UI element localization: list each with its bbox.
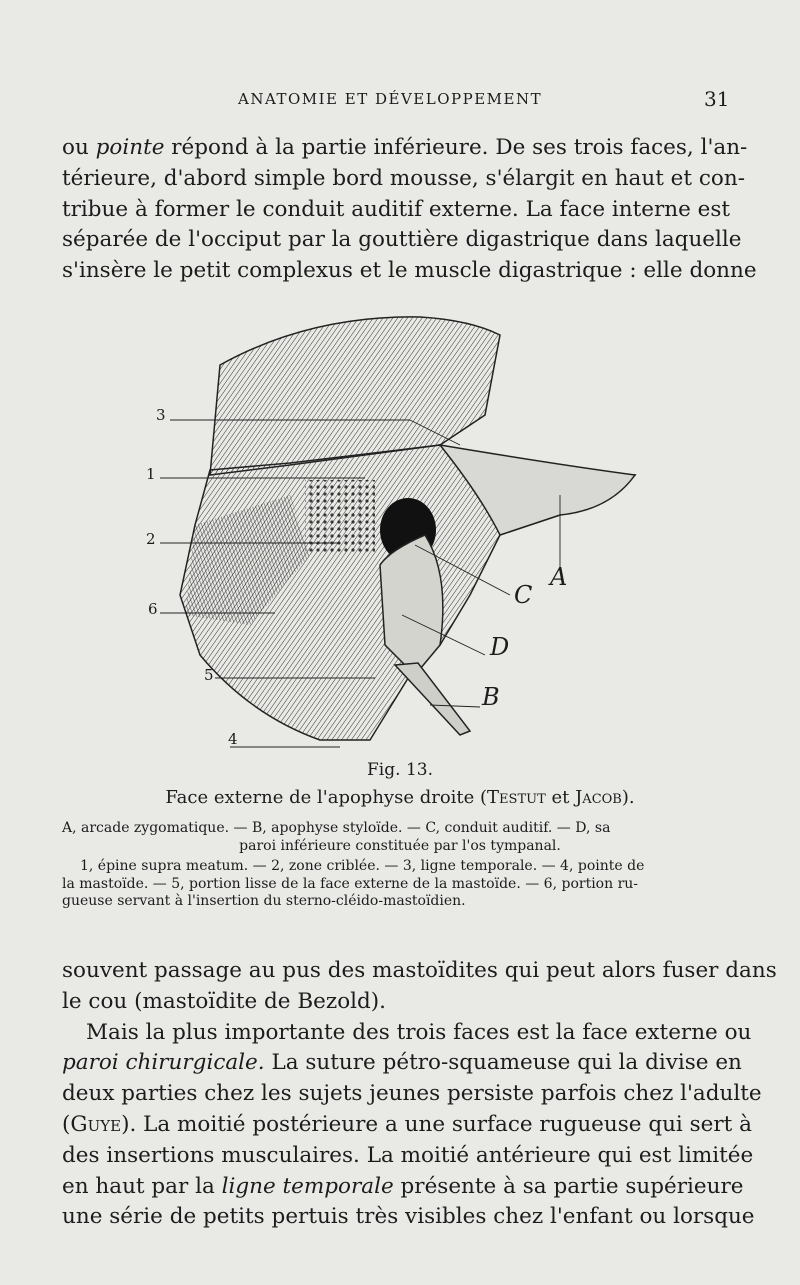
italic-term: paroi chirurgicale. (62, 1050, 265, 1076)
label-5: 5 (204, 666, 214, 684)
figure-legend-letters (62, 820, 738, 855)
text-line: séparée de l'occiput par la gouttière digastrique dans laquelle (62, 227, 742, 253)
text-run: répond à la partie inférieure. De ses trois faces, l'an- (164, 135, 748, 160)
temporal-bone-engraving (140, 295, 660, 755)
text-run: ( (62, 1111, 71, 1137)
text-run: Face externe de l'apophyse droite ( (165, 787, 488, 808)
text-run: La suture pétro-squameuse qui la divise en (264, 1050, 742, 1076)
label-1: 1 (146, 465, 156, 483)
text-run: ). (621, 787, 635, 808)
legend-line: gueuse servant à l'insertion du sterno-cléido-mastoïdien. (62, 893, 466, 909)
text-line: s'insère le petit complexus et le muscle digastrique : elle donne (62, 258, 757, 284)
text-line: une série de petits pertuis très visibles chez l'enfant ou lorsque (62, 1204, 755, 1230)
text-line (62, 1048, 742, 1079)
text-line: le cou (mastoïdite de Bezold). (62, 988, 387, 1014)
text-line (62, 1110, 752, 1141)
author-name: Guye (70, 1111, 122, 1137)
legend-line: paroi inférieure constituée par l'os tympanal. (239, 837, 561, 854)
legend-line: A, arcade zygomatique. — B, apophyse styloïde. — C, conduit auditif. — D, sa (62, 820, 611, 836)
text-line: des insertions musculaires. La moitié antérieure qui est limitée (62, 1142, 754, 1168)
text-run: ou (62, 135, 96, 160)
italic-term: pointe (95, 135, 165, 160)
page-number: 31 (704, 87, 730, 111)
text-line (62, 133, 748, 164)
label-D: D (490, 633, 510, 661)
italic-term: ligne temporale (221, 1173, 394, 1199)
text-run: en haut par la (62, 1173, 222, 1199)
label-6: 6 (148, 600, 158, 618)
anatomy-figure (140, 295, 660, 755)
figure-title (0, 787, 800, 808)
running-title: ANATOMIE ET DÉVELOPPEMENT (238, 90, 543, 108)
legend-line: 1, épine supra meatum. — 2, zone criblée. — 3, ligne temporale. — 4, pointe de (80, 858, 645, 874)
text-line: Mais la plus importante des trois faces est la face externe ou (86, 1019, 752, 1045)
text-line: térieure, d'abord simple bord mousse, s'élargit en haut et con- (62, 165, 745, 191)
text-line (62, 1172, 744, 1203)
text-run: ). La moitié postérieure a une surface rugueuse qui sert à (121, 1111, 752, 1137)
author-name: Jacob (575, 787, 622, 808)
cribriform-zone (305, 480, 375, 555)
label-C: C (514, 581, 533, 609)
text-line: souvent passage au pus des mastoïdites qui peut alors fuser dans (62, 958, 777, 983)
paragraph-bottom (62, 956, 777, 1233)
text-line: tribue à former le conduit auditif externe. La face interne est (62, 196, 731, 222)
author-name: Testut (487, 787, 546, 808)
figure-legend-numbers (62, 858, 738, 911)
text-run: présente à sa partie supérieure (393, 1173, 744, 1199)
styloid-process (395, 663, 470, 735)
paragraph-top (62, 133, 757, 287)
legend-line: la mastoïde. — 5, portion lisse de la face externe de la mastoïde. — 6, portion ru- (62, 875, 639, 892)
figure-number: Fig. 13. (367, 760, 433, 780)
label-A: A (550, 563, 568, 591)
label-4: 4 (228, 730, 238, 748)
label-3: 3 (156, 406, 166, 424)
text-line: deux parties chez les sujets jeunes persiste parfois chez l'adulte (62, 1081, 762, 1107)
text-run: et (545, 787, 576, 808)
label-2: 2 (146, 530, 156, 548)
label-B: B (482, 683, 500, 711)
running-head (0, 87, 800, 114)
